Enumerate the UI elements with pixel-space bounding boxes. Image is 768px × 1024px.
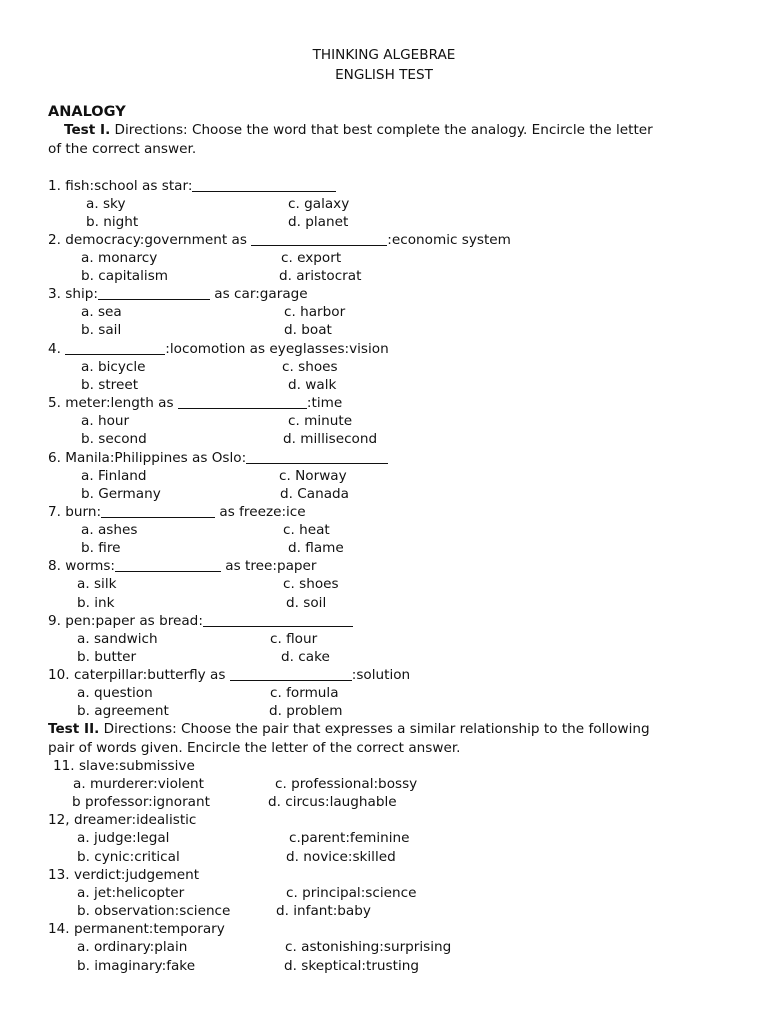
answer-blank — [203, 612, 353, 627]
question-6-stem: 6. Manila:Philippines as Oslo: — [48, 450, 247, 466]
choice-14a: a. ordinary:plain — [77, 939, 188, 955]
question-4-stem: 4. — [48, 341, 66, 357]
choice-4a: a. bicycle — [81, 359, 146, 375]
choice-11d: d. circus:laughable — [268, 794, 397, 810]
choice-13a: a. jet:helicopter — [77, 885, 185, 901]
choice-12c: c.parent:feminine — [289, 830, 410, 846]
answer-blank — [230, 666, 352, 681]
answer-blank — [101, 503, 215, 518]
document-subtitle: ENGLISH TEST — [335, 67, 433, 83]
choice-5c: c. minute — [288, 413, 353, 429]
choice-10a: a. question — [77, 685, 153, 701]
choice-9a: a. sandwich — [77, 631, 158, 647]
question-12-stem: 12, dreamer:idealistic — [48, 812, 197, 828]
answer-blank — [246, 449, 388, 464]
question-10-stem-end: :solution — [351, 667, 411, 683]
question-8-stem-end: as tree:paper — [220, 558, 317, 574]
choice-3a: a. sea — [81, 304, 122, 320]
choice-6d: d. Canada — [280, 486, 349, 502]
test2-directions-line1: Directions: Choose the pair that expresses a similar relationship to the following — [99, 721, 650, 737]
question-11-stem: 11. slave:submissive — [53, 758, 195, 774]
choice-8a: a. silk — [77, 576, 117, 592]
choice-7c: c. heat — [283, 522, 330, 538]
choice-12a: a. judge:legal — [77, 830, 170, 846]
choice-4d: d. walk — [288, 377, 337, 393]
choice-7b: b. fire — [81, 540, 121, 556]
choice-10b: b. agreement — [77, 703, 169, 719]
choice-13d: d. infant:baby — [276, 903, 371, 919]
choice-6a: a. Finland — [81, 468, 147, 484]
choice-7a: a. ashes — [81, 522, 138, 538]
test1-directions — [64, 121, 653, 139]
answer-blank — [65, 340, 165, 355]
question-10 — [48, 666, 410, 684]
choice-3b: b. sail — [81, 322, 122, 338]
choice-12b: b. cynic:critical — [77, 849, 180, 865]
choice-4c: c. shoes — [282, 359, 338, 375]
choice-5b: b. second — [81, 431, 147, 447]
choice-10c: c. formula — [270, 685, 339, 701]
choice-9b: b. butter — [77, 649, 137, 665]
question-4-stem-end: :locomotion as eyeglasses:vision — [165, 341, 389, 357]
answer-blank — [192, 177, 336, 192]
choice-1c: c. galaxy — [288, 196, 350, 212]
question-9-stem: 9. pen:paper as bread: — [48, 613, 203, 629]
choice-2a: a. monarcy — [81, 250, 158, 266]
question-5-stem-end: :time — [306, 395, 343, 411]
choice-7d: d. flame — [288, 540, 344, 556]
test1-directions-line1: Directions: Choose the word that best complete the analogy. Encircle the letter — [110, 122, 653, 138]
choice-13b: b. observation:science — [77, 903, 231, 919]
test1-label: Test I. — [64, 122, 111, 138]
question-1 — [48, 177, 336, 195]
question-7-stem: 7. burn: — [48, 504, 102, 520]
test1-directions-line2: of the correct answer. — [48, 141, 197, 157]
question-4 — [48, 340, 389, 358]
question-7-stem-end: as freeze:ice — [215, 504, 306, 520]
question-2 — [48, 231, 511, 249]
choice-3c: c. harbor — [284, 304, 346, 320]
choice-1b: b. night — [86, 214, 139, 230]
question-14-stem: 14. permanent:temporary — [48, 921, 225, 937]
answer-blank — [251, 231, 387, 246]
question-2-stem: 2. democracy:government as — [48, 232, 252, 248]
choice-8d: d. soil — [286, 595, 327, 611]
choice-11a: a. murderer:violent — [73, 776, 204, 792]
question-3-stem: 3. ship: — [48, 286, 98, 302]
choice-8b: b. ink — [77, 595, 115, 611]
choice-6b: b. Germany — [81, 486, 161, 502]
choice-4b: b. street — [81, 377, 139, 393]
choice-2b: b. capitalism — [81, 268, 169, 284]
choice-12d: d. novice:skilled — [286, 849, 396, 865]
question-10-stem: 10. caterpillar:butterfly as — [48, 667, 230, 683]
question-13-stem: 13. verdict:judgement — [48, 867, 200, 883]
choice-11b: b professor:ignorant — [72, 794, 210, 810]
choice-1d: d. planet — [288, 214, 349, 230]
question-7 — [48, 503, 306, 521]
answer-blank — [178, 394, 307, 409]
question-8 — [48, 557, 317, 575]
choice-13c: c. principal:science — [286, 885, 417, 901]
document-title: THINKING ALGEBRAE — [312, 47, 456, 63]
choice-3d: d. boat — [284, 322, 332, 338]
test2-directions-line2: pair of words given. Encircle the letter of the correct answer. — [48, 740, 461, 756]
question-3-stem-end: as car:garage — [209, 286, 308, 302]
choice-2d: d. aristocrat — [279, 268, 362, 284]
question-1-stem: 1. fish:school as star: — [48, 178, 193, 194]
question-8-stem: 8. worms: — [48, 558, 115, 574]
choice-14d: d. skeptical:trusting — [284, 958, 419, 974]
question-5-stem: 5. meter:length as — [48, 395, 178, 411]
test2-directions — [48, 720, 650, 738]
choice-14c: c. astonishing:surprising — [285, 939, 452, 955]
answer-blank — [98, 285, 210, 300]
choice-5d: d. millisecond — [283, 431, 378, 447]
test2-label: Test II. — [48, 721, 100, 737]
question-3 — [48, 285, 308, 303]
question-9 — [48, 612, 353, 630]
question-5 — [48, 394, 342, 412]
question-6 — [48, 449, 388, 467]
choice-9d: d. cake — [281, 649, 330, 665]
choice-10d: d. problem — [269, 703, 343, 719]
section-title: ANALOGY — [48, 104, 126, 120]
choice-14b: b. imaginary:fake — [77, 958, 196, 974]
answer-blank — [115, 557, 221, 572]
question-2-stem-end: :economic system — [387, 232, 511, 248]
choice-9c: c. flour — [270, 631, 318, 647]
choice-5a: a. hour — [81, 413, 130, 429]
choice-11c: c. professional:bossy — [275, 776, 418, 792]
choice-1a: a. sky — [86, 196, 126, 212]
choice-2c: c. export — [281, 250, 342, 266]
choice-6c: c. Norway — [279, 468, 347, 484]
choice-8c: c. shoes — [283, 576, 339, 592]
